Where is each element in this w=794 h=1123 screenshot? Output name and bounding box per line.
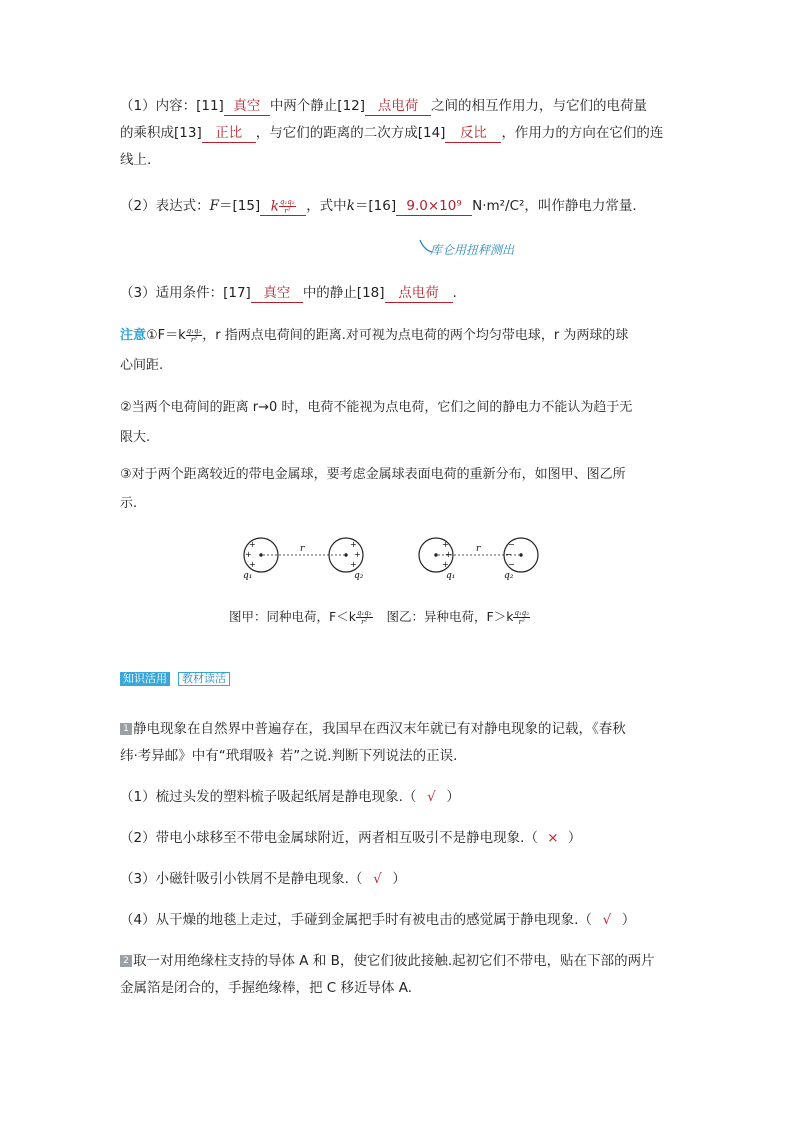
distance-label: r [300, 544, 305, 554]
text: 中的静止[18] [302, 285, 385, 301]
fraction: $\frac{\text{q₁q₂}}{\text{r²}}$ [186, 327, 202, 344]
minus-sign: − [505, 550, 512, 559]
symbol-k: k [346, 198, 355, 214]
answer-14: 反比 [445, 125, 501, 143]
minus-sign: − [508, 560, 515, 569]
check-mark: √ [602, 912, 612, 928]
content-line-1 [120, 96, 647, 116]
question-1-line-1 [120, 719, 626, 739]
center-dot [434, 553, 437, 556]
text: （1）内容：[11] [120, 98, 224, 114]
center-dot [519, 553, 522, 556]
text: ＝[16] [354, 198, 397, 214]
note-line-6: 示. [120, 496, 138, 511]
section-tag-textbook: 教材读活 [178, 672, 230, 686]
fraction: $\frac{\text{q₁q₂}}{\text{r²}}$ [279, 197, 295, 215]
plus-sign: + [442, 540, 449, 549]
question-number: 1 [120, 723, 132, 735]
text: （2）表达式： [120, 198, 210, 214]
expression-line [120, 196, 637, 216]
note-line-5: ③对于两个距离较近的带电金属球，要考虑金属球表面电荷的重新分布，如图甲、图乙所 [120, 467, 626, 482]
q1-label: q₁ [446, 571, 456, 581]
text: 取一对用绝缘柱支持的导体 A 和 B，使它们彼此接触.起初它们不带电，贴在下部的两片 [133, 953, 655, 969]
answer-18: 点电荷 [385, 285, 453, 303]
handwritten-note: 库仑用扭秤测出 [430, 243, 515, 257]
question-number: 2 [120, 955, 132, 967]
note-line-3: ②当两个电荷间的距离 r→0 时，电荷不能视为点电荷，它们之间的静电力不能认为趋于无 [120, 400, 633, 415]
caption-yi: 图乙：异种电荷，F＞k [386, 609, 514, 624]
text: ） [567, 830, 582, 846]
note-line-4: 限大. [120, 430, 151, 445]
plus-sign: + [249, 560, 256, 569]
caption-jia: 图甲：同种电荷，F＜k [229, 609, 356, 624]
figure-jia [243, 538, 364, 581]
question-2-line-1 [120, 951, 655, 971]
plus-sign: + [249, 540, 256, 549]
text: ，r 指两点电荷间的距离.对可视为点电荷的两个均匀带电球，r 为两球的球 [202, 328, 629, 343]
plus-sign: + [445, 550, 452, 559]
q2-label: q₂ [504, 571, 514, 581]
text: ） [621, 912, 636, 928]
fraction: $\frac{\text{q₁q₂}}{\text{r²}}$ [356, 609, 372, 626]
charge-figure [236, 530, 546, 586]
plus-sign: + [350, 540, 357, 549]
answer-13: 正比 [202, 125, 256, 143]
judge-item [120, 787, 460, 807]
plus-sign: + [354, 550, 361, 559]
answer-15 [260, 198, 306, 217]
content-line-2 [120, 123, 663, 143]
center-dot [344, 553, 347, 556]
item-text: （3）小磁针吸引小铁屑不是静电现象.（ [120, 871, 363, 887]
section-tag-knowledge: 知识活用 [120, 672, 170, 686]
check-mark: √ [373, 871, 382, 887]
text: ①F＝k [146, 328, 186, 343]
judge-item [120, 910, 635, 930]
answer-11: 真空 [224, 98, 270, 116]
cross-mark: × [547, 830, 559, 846]
q1-label: q₁ [243, 571, 253, 581]
plus-sign: + [350, 560, 357, 569]
question-2-line-2: 金属箔是闭合的，手握绝缘棒，把 C 移近导体 A. [120, 980, 413, 996]
minus-sign: − [508, 540, 515, 549]
text: ，与它们的距离的二次方成[14] [255, 125, 446, 141]
answer-16: 9.0×10⁹ [396, 198, 472, 216]
item-text: （4）从干燥的地毯上走过，手碰到金属把手时有被电击的感觉属于静电现象.（ [120, 912, 592, 928]
text: N·m²/C²，叫作静电力常量. [472, 198, 637, 214]
symbol-F: F [209, 198, 219, 214]
text: 中两个静止[12] [269, 98, 366, 114]
text: ，式中 [306, 198, 347, 214]
text: 之间的相互作用力，与它们的电荷量 [431, 98, 648, 114]
answer-12: 点电荷 [365, 98, 431, 116]
answer-17: 真空 [251, 285, 303, 303]
text: . [452, 285, 457, 301]
fraction: $\frac{\text{q₁q₂}}{\text{r²}}$ [514, 609, 530, 626]
center-dot [259, 553, 262, 556]
question-1-line-2: 纬·考异邮》中有“玳瑁吸衤若”之说.判断下列说法的正误. [120, 748, 458, 764]
plus-sign: + [442, 560, 449, 569]
note-tag: 注意 [120, 328, 147, 343]
text: 静电现象在自然界中普遍存在，我国早在西汉末年就已有对静电现象的记载，《春秋 [133, 721, 626, 737]
judge-item [120, 828, 581, 848]
item-text: （1）梳过头发的塑料梳子吸起纸屑是静电现象.（ [120, 789, 417, 805]
note-line-2: 心间距. [120, 358, 164, 373]
text: ） [446, 789, 460, 805]
content-line-3: 线上. [120, 152, 152, 168]
figure-yi [419, 538, 538, 581]
note-line-1 [120, 326, 628, 346]
text: 的乘积成[13] [120, 125, 202, 141]
condition-line [120, 283, 457, 303]
symbol-k: k [270, 198, 279, 214]
text: ） [392, 871, 406, 887]
text: ＝[15] [218, 198, 261, 214]
text: ，作用力的方向在它们的连 [501, 125, 664, 141]
figure-caption [229, 607, 530, 627]
q2-label: q₂ [354, 571, 364, 581]
item-text: （2）带电小球移至不带电金属球附近，两者相互吸引不是静电现象.（ [120, 830, 538, 846]
text: （3）适用条件：[17] [120, 285, 251, 301]
check-mark: √ [427, 789, 436, 805]
plus-sign: + [245, 550, 252, 559]
distance-label: r [476, 544, 481, 554]
judge-item [120, 869, 406, 889]
